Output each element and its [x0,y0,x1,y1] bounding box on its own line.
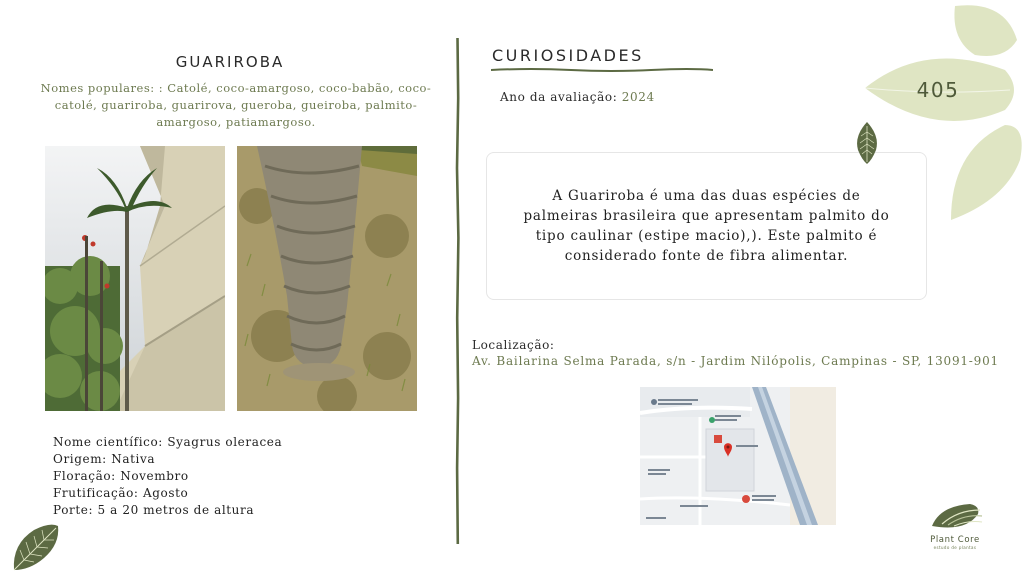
title-underline [491,67,713,73]
page-number: 405 [916,78,960,102]
fact-flowering: Floração: Novembro [53,469,189,483]
plant-facts-list [53,434,282,519]
decorative-leaves-icon [855,0,1024,230]
location-label: Localização: [472,338,555,352]
store-marker-icon [714,435,722,443]
leaf-icon [856,122,878,164]
year-value: 2024 [621,90,655,104]
evaluation-year [500,90,655,104]
palm-building-photo [45,146,225,411]
fact-size: Porte: 5 a 20 metros de altura [53,503,255,517]
location-map[interactable] [640,387,836,525]
year-label: Ano da avaliação: [500,90,618,104]
fact-fruiting: Frutificação: Agosto [53,486,189,500]
location-address: Av. Bailarina Selma Parada, s/n - Jardim Nilópolis, Campinas - SP, 13091-901 [472,354,999,368]
fact-scientific-name: Nome científico: Syagrus oleracea [53,435,283,449]
plant-title: GUARIROBA [175,53,285,71]
popular-names: Nomes populares: : Catolé, coco-amargoso, coco-babão, coco-catolé, guariroba, guarirova, gueroba, gueiroba, palmito-amargoso, patiamargoso. [40,81,432,129]
column-divider [455,38,460,544]
curiosity-text: A Guariroba é uma das duas espécies de palmeiras brasileira que apresentam palmito do tipo caulinar (estipe macio),). Este palmito é considerado fonte de fibra alimentar. [523,188,890,264]
corner-leaf-icon [10,520,62,572]
curiosities-title: CURIOSIDADES [492,46,644,65]
logo-name: Plant Core [930,535,980,545]
palm-trunk-photo [237,146,417,411]
fact-origin: Origem: Nativa [53,452,156,466]
logo-tagline: estudo de plantas [933,545,977,550]
